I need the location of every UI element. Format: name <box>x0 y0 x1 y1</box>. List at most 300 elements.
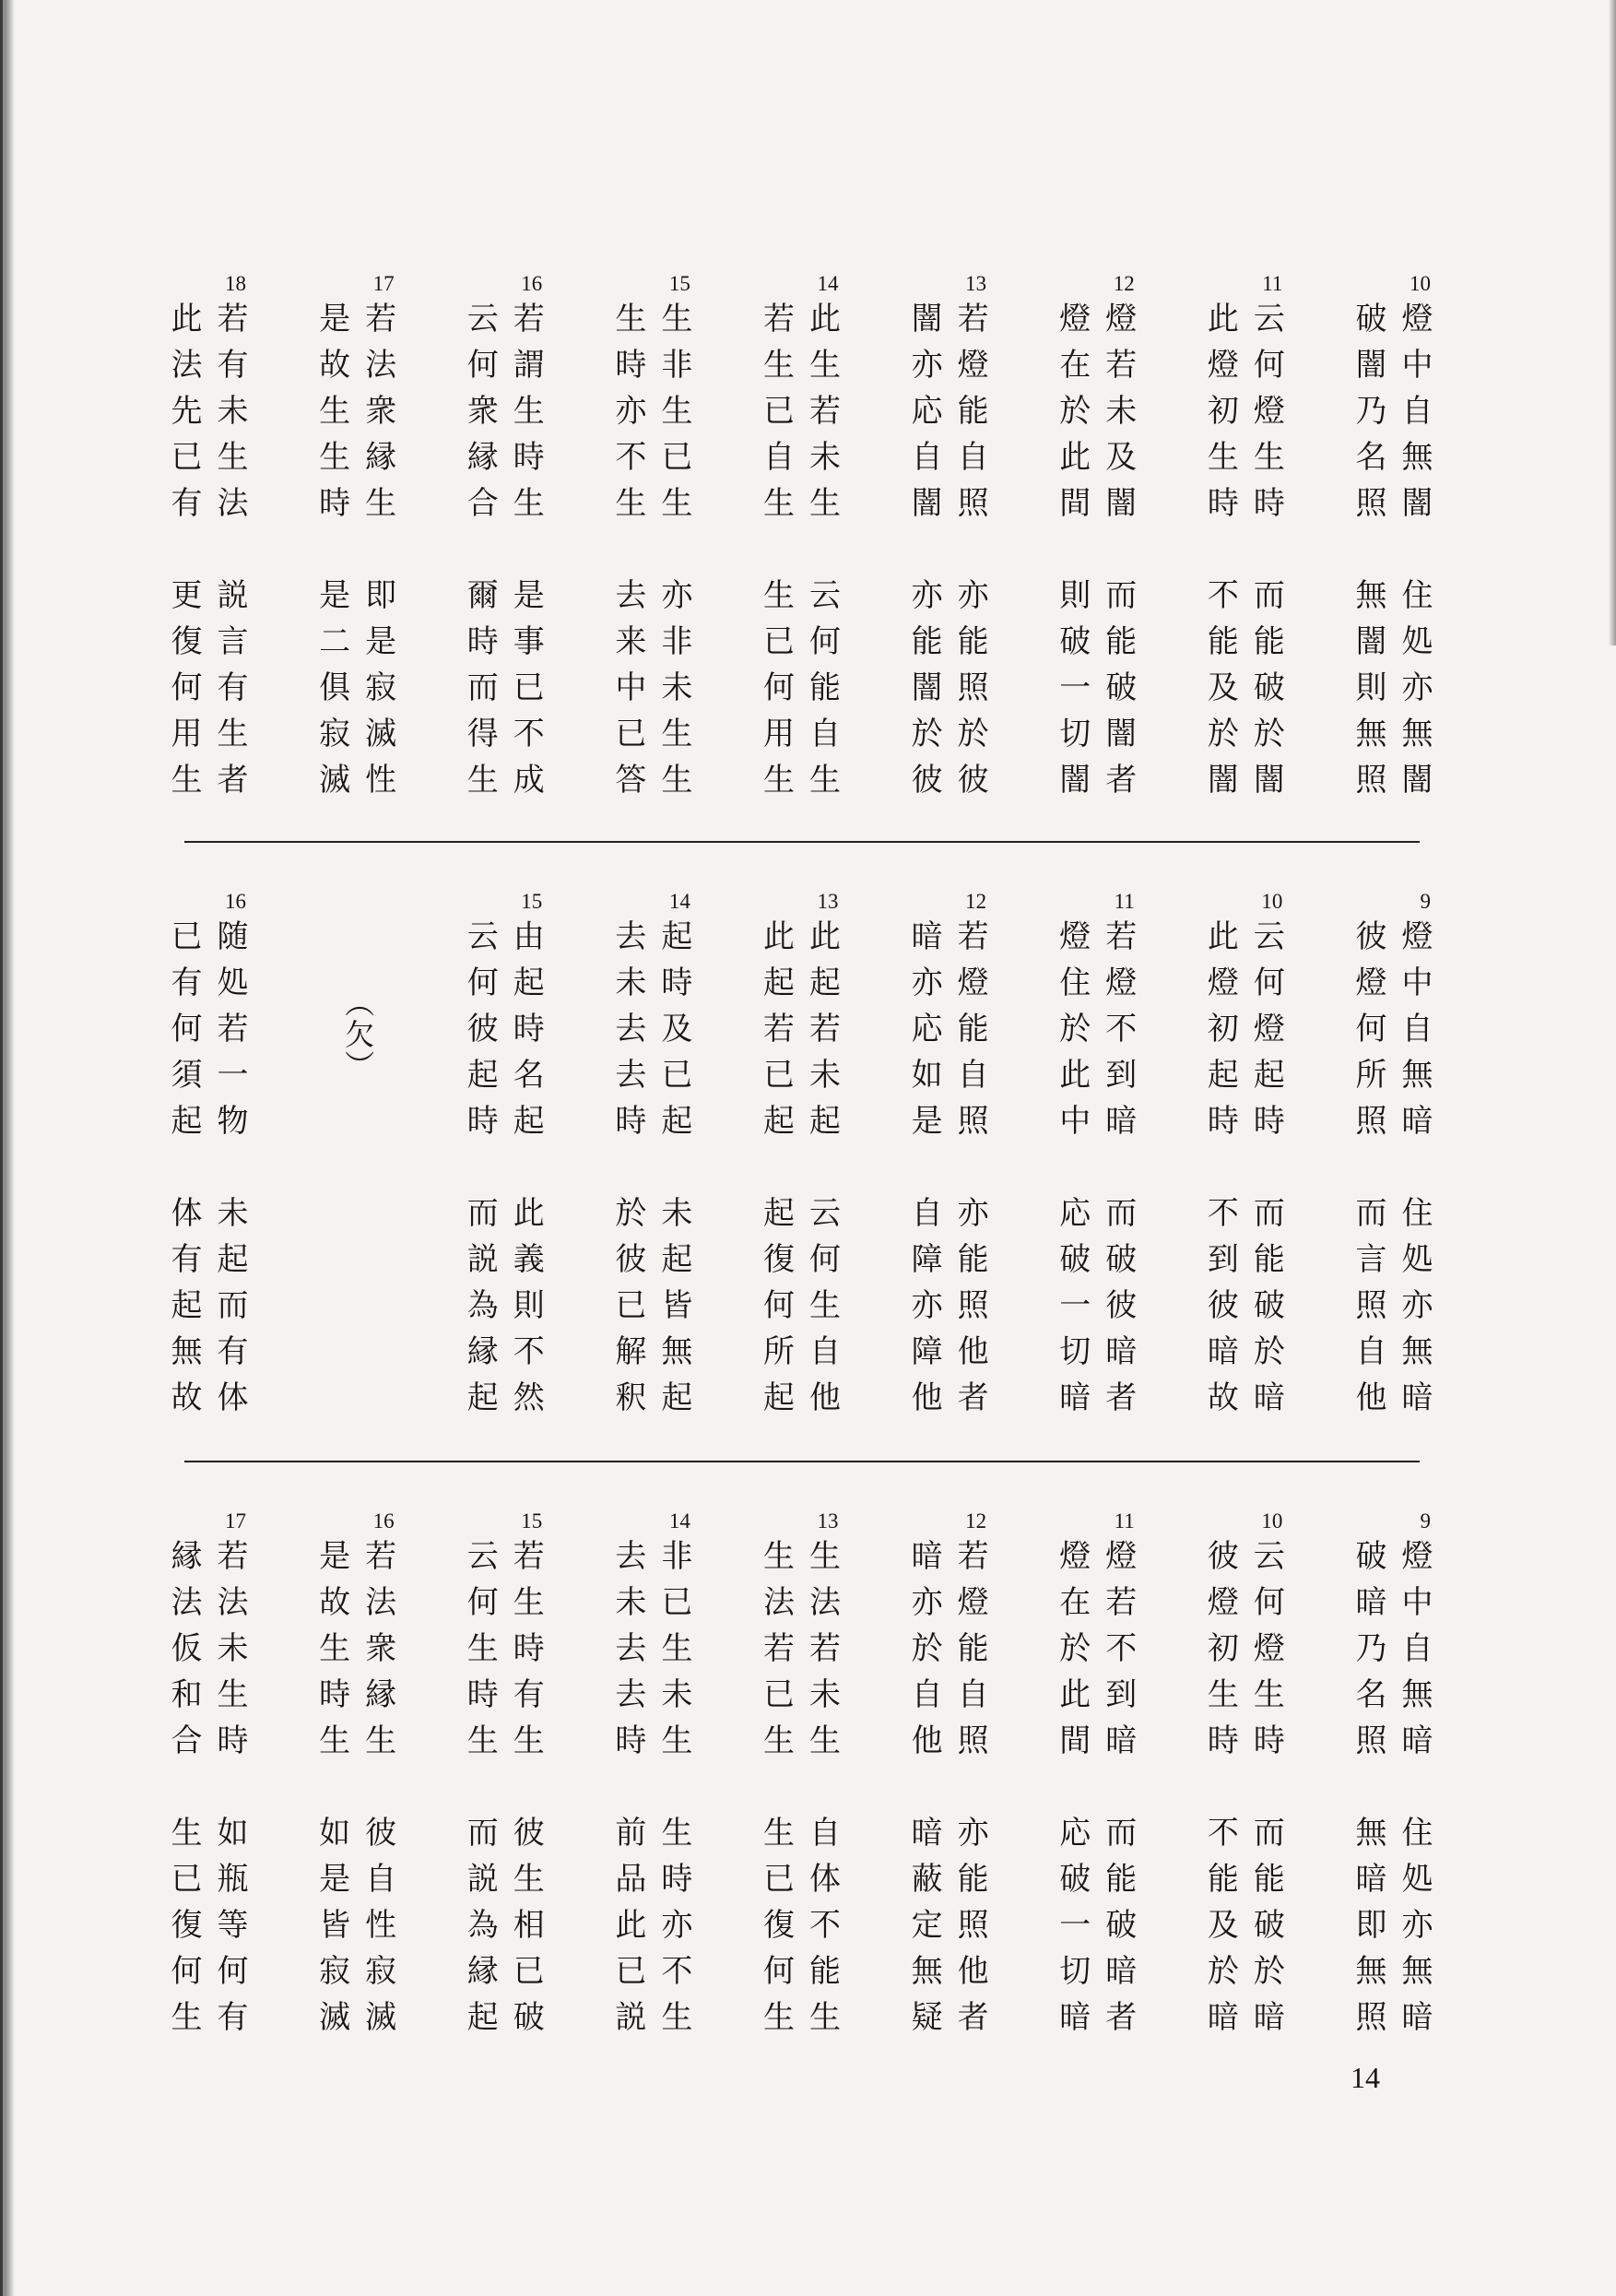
verse-char: 能 <box>1253 623 1285 660</box>
verse-char: 説 <box>615 1999 647 2036</box>
verse-column <box>1055 1509 1142 2042</box>
verse-char: 有 <box>217 1999 249 2036</box>
verse-char: 合 <box>466 485 499 522</box>
verse-char: 生 <box>171 762 203 799</box>
verse-char: 用 <box>763 716 795 752</box>
verse-line <box>660 1533 693 1764</box>
verse-char: 暗 <box>1059 1999 1091 2036</box>
verse-char: 他 <box>957 1333 989 1370</box>
verse-char: 能 <box>1207 623 1239 660</box>
verse-char: 能 <box>957 623 989 660</box>
verse-char: 無 <box>1401 1676 1433 1713</box>
verse-char: 生 <box>809 762 841 799</box>
verse-char: 未 <box>1105 393 1138 430</box>
verse-char: 何 <box>763 669 795 706</box>
verse-char: 無 <box>171 1333 203 1370</box>
verse-char: 時 <box>513 439 545 476</box>
verse-char: 無 <box>1401 1953 1433 1990</box>
verse-number: 10 <box>1410 272 1431 295</box>
verse-char: 爾 <box>466 577 499 614</box>
verse-char: 他 <box>911 1379 943 1416</box>
verse-char: 更 <box>171 577 203 614</box>
verse-line <box>364 573 397 803</box>
verse-char: 所 <box>763 1333 795 1370</box>
verse-char: 於 <box>1253 716 1285 752</box>
verse-char: 自 <box>957 439 989 476</box>
verse-char: 若 <box>763 1630 795 1667</box>
verse-char: 応 <box>1059 1815 1091 1852</box>
verse-char: 燈 <box>1059 1538 1091 1575</box>
verse-char: 燈 <box>957 347 989 384</box>
verse-char: 未 <box>615 1584 647 1621</box>
verse-char: 縁 <box>466 1953 499 1990</box>
section-divider-1 <box>184 841 1420 843</box>
verse-line <box>217 573 250 803</box>
verse-number: 9 <box>1420 890 1431 913</box>
verse-char: 滅 <box>319 1999 351 2036</box>
verse-char: 起 <box>466 1057 499 1094</box>
verse-char: 生 <box>809 485 841 522</box>
verse-char: 未 <box>661 1676 693 1713</box>
verse-char: 燈 <box>1207 965 1239 1001</box>
verse-char: 合 <box>171 1722 203 1759</box>
verse-char: 者 <box>1105 762 1138 799</box>
verse-char: 為 <box>466 1287 499 1324</box>
verse-char: 若 <box>513 1538 545 1575</box>
verse-char: 照 <box>957 1103 989 1140</box>
verse-char: 復 <box>171 623 203 660</box>
verse-char: 無 <box>1355 1953 1387 1990</box>
verse-char: 彼 <box>1355 918 1387 955</box>
verse-char: 暗 <box>1355 1861 1387 1898</box>
verse-char: 闇 <box>1401 762 1433 799</box>
verse-char: 初 <box>1207 1630 1239 1667</box>
verse-char: 及 <box>1207 1907 1239 1944</box>
verse-number <box>314 890 402 914</box>
verse-line <box>808 573 842 803</box>
verse-char: 起 <box>661 1103 693 1140</box>
verse-lower <box>1202 1190 1290 1421</box>
verse-char: 何 <box>466 965 499 1001</box>
verse-column <box>1351 1509 1438 2042</box>
verse-char: 生 <box>466 762 499 799</box>
verse-char: 是 <box>513 577 545 614</box>
verse-char: 燈 <box>1207 347 1239 384</box>
verse-char: 彼 <box>365 1815 397 1852</box>
verse-char: 於 <box>1207 716 1239 752</box>
verse-char: 已 <box>513 669 545 706</box>
verse-char: 已 <box>763 623 795 660</box>
verse-char: 寂 <box>319 716 351 752</box>
verse-line <box>217 1190 250 1421</box>
verse-char: 去 <box>615 1011 647 1047</box>
verse-char: 時 <box>466 1103 499 1140</box>
verse-char: 法 <box>365 347 397 384</box>
verse-char: 闇 <box>1059 762 1091 799</box>
verse-char: 去 <box>615 1676 647 1713</box>
verse-char: 亦 <box>911 965 943 1001</box>
verse-char: 暗 <box>1105 1953 1138 1990</box>
verse-upper <box>610 296 698 527</box>
verse-char: 於 <box>1207 1953 1239 1990</box>
verse-char: 生 <box>763 347 795 384</box>
verse-char: 法 <box>217 485 249 522</box>
verse-char: 暗 <box>1355 1584 1387 1621</box>
verse-line <box>171 914 204 1144</box>
verse-char: 破 <box>1105 1241 1138 1278</box>
verse-char: 破 <box>1059 1861 1091 1898</box>
verse-char: 疑 <box>911 1999 943 2036</box>
verse-char: 而 <box>1105 577 1138 614</box>
verse-char: 暗 <box>1207 1333 1239 1370</box>
verse-char: 起 <box>763 1103 795 1140</box>
verse-char: 有 <box>171 485 203 522</box>
verse-char: 間 <box>1059 485 1091 522</box>
verse-char: 縁 <box>466 439 499 476</box>
verse-column <box>314 1509 402 2042</box>
verse-char: 若 <box>1105 1584 1138 1621</box>
verse-line <box>1355 1810 1388 2041</box>
verse-line <box>171 1533 204 1764</box>
verse-upper <box>1351 1533 1438 1764</box>
verse-char: 若 <box>763 301 795 337</box>
verse-char: 衆 <box>466 393 499 430</box>
verse-char: 生 <box>763 1722 795 1759</box>
verse-char: 故 <box>319 1584 351 1621</box>
verse-char: 暗 <box>911 1538 943 1575</box>
verse-char: 起 <box>466 1379 499 1416</box>
verse-char: 此 <box>1207 301 1239 337</box>
verse-char: 生 <box>661 301 693 337</box>
verse-line <box>1058 1190 1091 1421</box>
verse-char: 燈 <box>1207 1584 1239 1621</box>
verse-char: 生 <box>1207 439 1239 476</box>
verse-line <box>466 1810 500 2041</box>
verse-line <box>911 1533 944 1764</box>
verse-char: 於 <box>911 1630 943 1667</box>
verse-number: 13 <box>817 890 839 913</box>
verse-char: 何 <box>1253 1584 1285 1621</box>
verse-char: 無 <box>1401 1057 1433 1094</box>
verse-line <box>1058 1810 1091 2041</box>
verse-char: 不 <box>513 1333 545 1370</box>
verse-char: 已 <box>171 1861 203 1898</box>
verse-char: 闇 <box>1355 623 1387 660</box>
verse-char: 能 <box>911 623 943 660</box>
verse-line <box>762 573 796 803</box>
verse-lower <box>166 1190 254 1421</box>
verse-lower <box>1351 1190 1438 1421</box>
verse-char: 已 <box>763 1057 795 1094</box>
verse-char: 無 <box>1401 1333 1433 1370</box>
verse-char: 無 <box>1355 577 1387 614</box>
verse-number: 16 <box>521 272 543 295</box>
verse-column <box>610 890 698 1422</box>
verse-char: 説 <box>217 577 249 614</box>
verse-upper <box>166 914 254 1144</box>
verse-column <box>166 890 254 1422</box>
verse-number: 12 <box>965 1509 987 1533</box>
verse-char: 燈 <box>1059 301 1091 337</box>
verse-char: 破 <box>1253 1287 1285 1324</box>
verse-char: 生 <box>365 1722 397 1759</box>
verse-char: 闇 <box>911 485 943 522</box>
verse-char: 法 <box>763 1584 795 1621</box>
verse-column <box>906 272 994 804</box>
verse-char: 暗 <box>911 918 943 955</box>
verse-char: 無 <box>661 1333 693 1370</box>
verse-char: 在 <box>1059 1584 1091 1621</box>
verse-char: 生 <box>615 485 647 522</box>
verse-line <box>808 296 842 527</box>
verse-char: 云 <box>1253 918 1285 955</box>
verse-char: 破 <box>1355 1538 1387 1575</box>
verse-char: 時 <box>1207 1103 1239 1140</box>
verse-char: 而 <box>1105 1815 1138 1852</box>
verse-char: 名 <box>513 1057 545 1094</box>
verse-char: 起 <box>809 1103 841 1140</box>
verse-char: 生 <box>661 716 693 752</box>
verse-line <box>660 1190 693 1421</box>
verse-char: 説 <box>466 1241 499 1278</box>
verse-column <box>166 272 254 804</box>
verse-char: 法 <box>217 1584 249 1621</box>
verse-section-3 <box>166 1509 1438 2042</box>
verse-char: 生 <box>661 1630 693 1667</box>
verse-char: 起 <box>513 1103 545 1140</box>
verse-upper <box>906 296 994 527</box>
verse-column <box>906 890 994 1422</box>
verse-line <box>466 914 500 1144</box>
verse-char: 而 <box>1253 1815 1285 1852</box>
verse-number: 14 <box>817 272 839 295</box>
verse-char: 不 <box>1207 1195 1239 1232</box>
verse-line <box>1355 1190 1388 1421</box>
verse-char: 者 <box>1105 1379 1138 1416</box>
verse-number: 11 <box>1114 890 1135 913</box>
verse-line <box>762 1810 796 2041</box>
verse-char: 一 <box>217 1057 249 1094</box>
verse-char: 自 <box>911 439 943 476</box>
verse-char: 已 <box>171 439 203 476</box>
verse-number: 15 <box>521 1509 543 1533</box>
verse-line <box>614 1810 647 2041</box>
verse-char: 若 <box>809 1011 841 1047</box>
verse-char: 有 <box>217 669 249 706</box>
verse-char: 亦 <box>661 577 693 614</box>
verse-char: 他 <box>957 1953 989 1990</box>
verse-lower <box>462 573 549 803</box>
verse-line <box>217 1810 250 2041</box>
verse-char: 燈 <box>1253 1630 1285 1667</box>
verse-char: 彼 <box>911 762 943 799</box>
verse-number: 15 <box>521 890 543 913</box>
verse-char: 能 <box>1105 623 1138 660</box>
verse-line <box>614 1533 647 1764</box>
verse-char: 能 <box>1105 1861 1138 1898</box>
verse-lower <box>906 573 994 803</box>
verse-char: 生 <box>809 1722 841 1759</box>
verse-char: 燈 <box>1105 1538 1138 1575</box>
verse-char: 照 <box>957 1907 989 1944</box>
verse-upper <box>166 296 254 527</box>
verse-char: 蔽 <box>911 1861 943 1898</box>
verse-line <box>1207 914 1240 1144</box>
verse-char: 而 <box>466 669 499 706</box>
verse-line <box>1207 573 1240 803</box>
verse-char: 何 <box>171 669 203 706</box>
verse-number: 12 <box>965 890 987 913</box>
verse-char: 何 <box>466 347 499 384</box>
verse-char: 所 <box>1355 1057 1387 1094</box>
verse-char: 在 <box>1059 347 1091 384</box>
verse-char: 前 <box>615 1815 647 1852</box>
verse-char: 是 <box>911 1103 943 1140</box>
verse-char: 性 <box>365 1907 397 1944</box>
verse-number: 15 <box>668 272 690 295</box>
verse-line <box>513 1533 546 1764</box>
verse-upper <box>1351 296 1438 527</box>
verse-line <box>1253 573 1286 803</box>
verse-char: 名 <box>1355 439 1387 476</box>
verse-char: 何 <box>1355 1011 1387 1047</box>
verse-char: 能 <box>957 1861 989 1898</box>
verse-char: 相 <box>513 1907 545 1944</box>
verse-number: 16 <box>372 1509 395 1533</box>
verse-char: 起 <box>661 1379 693 1416</box>
verse-upper <box>1055 914 1142 1144</box>
verse-char: 此 <box>809 918 841 955</box>
verse-char: 則 <box>1059 577 1091 614</box>
verse-char: 自 <box>763 439 795 476</box>
verse-line <box>660 573 693 803</box>
verse-char: 亦 <box>1401 1287 1433 1324</box>
verse-char: 則 <box>513 1287 545 1324</box>
verse-char: 先 <box>171 393 203 430</box>
verse-line <box>1401 1190 1434 1421</box>
verse-char: 而 <box>466 1195 499 1232</box>
verse-char: 去 <box>615 1057 647 1094</box>
verse-char: 何 <box>763 1287 795 1324</box>
verse-upper <box>906 1533 994 1764</box>
verse-char: 能 <box>957 1011 989 1047</box>
verse-char: 滅 <box>365 716 397 752</box>
verse-line <box>171 1810 204 2041</box>
verse-lower <box>906 1810 994 2041</box>
verse-char: 初 <box>1207 1011 1239 1047</box>
verse-char: 起 <box>809 965 841 1001</box>
verse-line <box>762 914 796 1144</box>
verse-line <box>1104 573 1138 803</box>
verse-char: 暗 <box>1105 1333 1138 1370</box>
verse-char: 住 <box>1059 965 1091 1001</box>
verse-char: 時 <box>1207 1722 1239 1759</box>
verse-char: 故 <box>171 1379 203 1416</box>
verse-line <box>1401 573 1434 803</box>
verse-char: 縁 <box>171 1538 203 1575</box>
verse-char: 破 <box>1059 623 1091 660</box>
verse-char: 体 <box>217 1379 249 1416</box>
verse-char: 何 <box>1253 347 1285 384</box>
verse-upper <box>1351 914 1438 1144</box>
verse-upper <box>610 914 698 1144</box>
verse-char: 此 <box>1059 1057 1091 1094</box>
verse-char: 無 <box>1401 439 1433 476</box>
verse-line <box>660 296 693 527</box>
verse-char: 体 <box>809 1861 841 1898</box>
verse-char: 生 <box>763 1538 795 1575</box>
verse-char: 応 <box>911 1011 943 1047</box>
verse-char: 如 <box>911 1057 943 1094</box>
verse-upper <box>1202 296 1290 527</box>
verse-char: 生 <box>763 1815 795 1852</box>
verse-char: 不 <box>809 1907 841 1944</box>
verse-char: 自 <box>1401 1011 1433 1047</box>
verse-line <box>1058 914 1091 1144</box>
verse-char: 若 <box>1105 918 1138 955</box>
verse-column <box>1202 890 1290 1422</box>
verse-char: 時 <box>319 485 351 522</box>
missing-note: （欠） <box>340 988 376 1082</box>
verse-char: 生 <box>661 1722 693 1759</box>
verse-char: 彼 <box>1207 1538 1239 1575</box>
verse-number: 13 <box>817 1509 839 1533</box>
verse-char: 生 <box>319 1630 351 1667</box>
verse-line <box>762 1533 796 1764</box>
verse-line <box>1355 1533 1388 1764</box>
verse-char: 於 <box>957 716 989 752</box>
verse-char: 已 <box>615 716 647 752</box>
verse-char: 彼 <box>513 1815 545 1852</box>
verse-char: 時 <box>513 1011 545 1047</box>
verse-char: 処 <box>1401 1861 1433 1898</box>
verse-char: 自 <box>911 1195 943 1232</box>
verse-lower <box>1351 1810 1438 2041</box>
verse-line <box>957 296 990 527</box>
verse-line <box>808 1533 842 1764</box>
verse-char: 暗 <box>1105 1103 1138 1140</box>
verse-char: 生 <box>615 301 647 337</box>
verse-char: 起 <box>466 1999 499 2036</box>
verse-char: 是 <box>319 1861 351 1898</box>
verse-char: 生 <box>466 1630 499 1667</box>
verse-line <box>911 914 944 1144</box>
verse-char: 来 <box>615 623 647 660</box>
verse-char: 而 <box>1253 1195 1285 1232</box>
verse-number: 11 <box>1114 1509 1135 1533</box>
verse-char: 非 <box>661 347 693 384</box>
verse-char: 住 <box>1401 1815 1433 1852</box>
verse-char: 生 <box>171 1815 203 1852</box>
verse-char: 若 <box>513 301 545 337</box>
verse-char: 暗 <box>1207 1999 1239 2036</box>
verse-char: 処 <box>217 965 249 1001</box>
verse-char: 暗 <box>1401 1103 1433 1140</box>
verse-line <box>513 914 546 1144</box>
verse-char: 有 <box>217 1333 249 1370</box>
verse-char: 即 <box>365 577 397 614</box>
verse-lower <box>166 1810 254 2041</box>
verse-column <box>166 1509 254 2042</box>
verse-upper <box>1055 1533 1142 1764</box>
verse-char: 亦 <box>911 1287 943 1324</box>
verse-number: 16 <box>225 890 246 913</box>
verse-char: 及 <box>661 1011 693 1047</box>
verse-upper <box>759 296 846 527</box>
verse-line <box>911 573 944 803</box>
verse-char: 乃 <box>1355 1630 1387 1667</box>
verse-char: 燈 <box>1059 918 1091 955</box>
